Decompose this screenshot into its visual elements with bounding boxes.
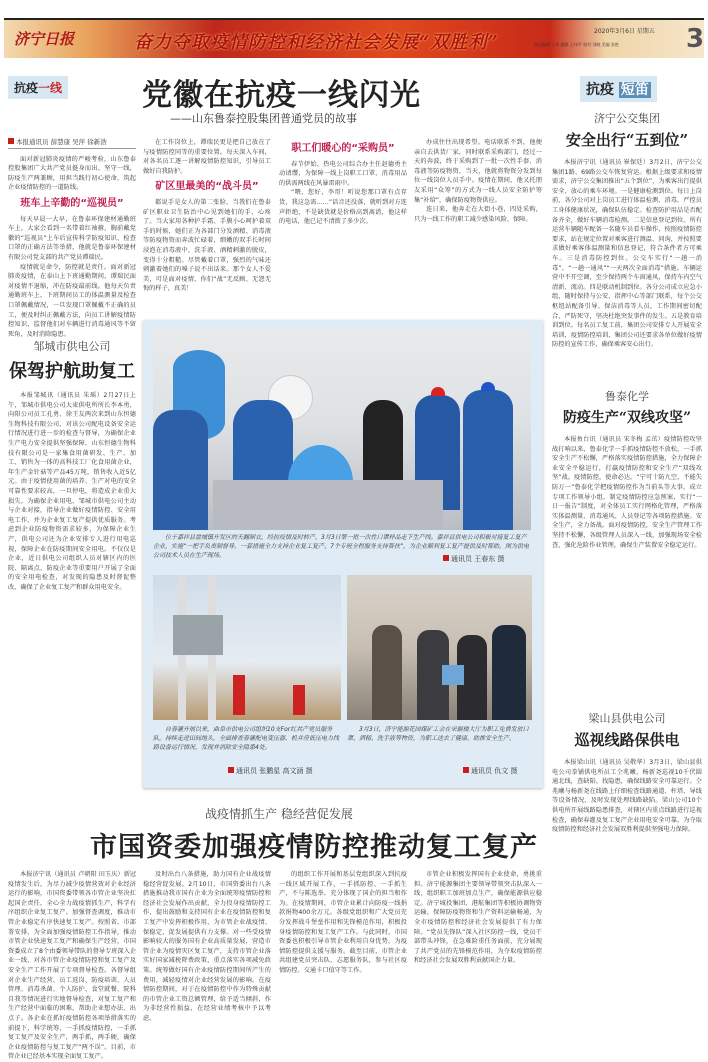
brief-kicker: 梁山县供电公司 <box>588 712 666 725</box>
article-kicker: 邹城市供电公司 <box>33 340 111 353</box>
section-subheading: 职工们暖心的“采购员” <box>291 143 395 154</box>
newspaper-logo: 济宁日报 <box>14 30 75 48</box>
brief-kicker: 鲁泰化学 <box>605 390 649 403</box>
article-column-4 <box>414 138 542 298</box>
article-zoucheng <box>8 338 136 788</box>
brief-body: 本报济宁讯（通讯员 崔保廷）3月2日，济宁公交集团1路、69路公交车恢复营运。根据上级要求和疫情需求，济宁公交集团推出“五个到位”，为乘客出行提供安全、放心的乘车环境。一是健康检测到位。每日上岗前，各分公司对上岗员工进行体温检测、消毒，严控员工身体健康状况，确保队伍稳定。检查防护用品是否配备齐全，做好车辆消毒检测。二是信息登记到位。所有运营车辆随车配备一名随车员看车操作，按照疫情防控要求，站在规定位置对乘客进行测温、问询，并按照要求做好乘客体温测量和信息登记，符合条件者方可乘车。三是消毒防控到位。公交车实行“一趟一消毒”、“一趟一通风”“一天两次全面消毒”措施。车辆运营中不开空调，至少保持两个车窗通风，保持车内空气清新、流动。四是联动机制到位。各分公司成立应急小组，随时保持与公安、指挥中心等部门联系，每个公交枢纽站配备引导、保洁消毒等人员，工作期间密切配合，严防死守，坚决杜绝突发事件的发生。五是教育培训到位。每名员工复工前，集团公司安排专人开展安全培训，疫情防控培训，集团公司还要求各单位做好疫情防控的宣传工作，确保乘客安心出行。 <box>552 159 702 349</box>
worker <box>233 675 245 715</box>
section-subheading: 矿区里最美的“战斗员” <box>155 181 259 193</box>
section-tag-frontline <box>8 76 68 99</box>
section-subheading: 班车上辛勤的“巡视员” <box>20 197 124 209</box>
byline: 本报通讯员 薛慧康 吴萍 徐新浩 <box>8 138 136 149</box>
article-body: 本报邹城讯（通讯员 朱瑶）2月27日上午，邹城市供电公司大束供电所所长李本勇，向阳公司员工孔勇、徐王友两次来到山东恒德生物科技有限公司，对该公司配电设备安全运行情况进行进一步的检查与督导，为确保企业生产电力安全提供坚强保障。山东恒德生物科技有限公司是一家集食用菌研发、生产、加工、销售为一体的高科技工厂化食用菌企业，年生产金针菇等产品45万吨，销售收入近5亿元。由于疫情使用菌的培养、生产对电的安全可靠性要求较高，一旦停电，将造成企业重大损失。为确保企业用电，邹城市供电公司主动与企业对接，指导企业做好疫情防控、安全用电工作，并为企业复工复产提供优质服务。考虑到企业防疫物资需求较多，为保障企业生产，供电公司还为企业安排专人进行用电巡视，保障企业在防疫期间安全用电。不仅仅是企业，近日供电公司组织人员对辖区内的医院、隔离点、防疫企业等重要用户开展了全面的安全用电检查，对发现的隐患及时督促整改，确保了企业复工复产和群众用电安全。 <box>8 392 136 591</box>
photo-transformer <box>153 575 341 720</box>
editor-credits: 责任编辑 王伟 编辑 王伟平 校对 刘晓 美编 张艳 <box>534 42 619 47</box>
article-column-3 <box>279 138 407 298</box>
paragraph: 都说手是女人的第二张脸，当我们在鲁泰矿区职业卫生防治中心见到她们的手，心疼了。当大家用各种护手霜、手膜小心呵护着双手的时候，她们正为各部门分发酒精、消毒液等防疫物资而奔波忙碌着，细嫩的双手长时间浸泡在消毒液中，洗手液、酒精刺激的脱皮，变得十分粗糙。尽管戴着口罩，强烈的气味还刺激着她们的嗓子说不出话来。那个女人不爱美，可是面对疫情，你们“战”无反顾、无怨无悔的样子，真美！ <box>143 198 271 293</box>
article-column-1 <box>8 138 136 338</box>
page-number: 3 <box>686 24 705 54</box>
photo-caption: 3月3日，济宁能源花园煤矿工会在采掘楼大厅为职工免费发放口罩、酒精、洗手液等物资，为职工送去了健康，助推安全生产。 <box>347 726 529 742</box>
paragraph: 春节伊始，热电公司综合办主任赵德勇主动请缨，为保障一线上岗职工口罩、消毒用品的供需两线在风暴雷雨中。 <box>279 160 407 187</box>
paragraph: 在工作岗位上，谭瑞民更是把自己放在了与疫情防控同等的重要位置。每天深入车间，对各名员工逐一讲解疫情防控知识，引导员工做好自我防护。 <box>143 139 271 175</box>
worker-blue-helmet <box>463 390 513 530</box>
transformer <box>173 615 223 655</box>
tag-text-badge: 短笛 <box>620 82 649 98</box>
photo-caption: 位于嘉祥县盘城镇开发区的天翻制衣，经抗疫情及时转产，3月3日第一批一次性口罩样品走下生产线。嘉祥县供电公司积极对接复工复产企业，实施“一把手负责制督导，一套措施全力支持企业复工复产，7个专班全程服务支持帮扶”，为企业顺利复工复产提供及时帮助。图为供电公司技术人员在生产现场。 <box>153 534 530 559</box>
photo-credit: 通讯员 仇文 摄 <box>463 766 517 776</box>
masthead-banner <box>4 18 704 58</box>
tag-text: 抗疫 <box>586 82 614 98</box>
paragraph: “喂，您好，李哥！听说您那口罩有点存货，我这急需……”话音还没落，就听到对方连声拒绝，不是缺货就是价格高到离谱，他这样的电话，他已记不清拨了多少次。 <box>279 189 407 226</box>
mask-package <box>442 665 464 685</box>
bottom-column-4: 市管企业积极发挥国有企业使命，勇挑重担。济宁能源集团主要领导带领突击队深入一线，组织职工加班加点生产，确保能源供应稳定。济宁城投集团、港航集团等积极协调物资运输，保障防疫物资和生产资料运输畅通，为全市疫情防控和经济社会发展提供了有力保障。“党员先锋队”深入社区防控一线，党员干部带头冲锋，在急难险重任务面前，充分展现了共产党员的先锋模范作用，为夺取疫情防控和经济社会发展双胜利贡献国企力量。 <box>414 871 542 965</box>
paragraph: 面对新冠肺炎疫情的严峻考验，山东鲁泰控股集团广大共产党员挺身而出、坚守一线，防疫生产两兼顾，用担当践行初心使命，筑起企业疫情防控的一道防线。 <box>8 155 136 192</box>
paragraph: 每天早晨一大早，在鲁泰环保建材通勤班车上，大家会看到一名带着红袖箍，胸前戴党徽的“巡视员”上车后宣传科学防疫知识、检查口罩的正确方法等举措，他就是鲁泰环保建材有限公司党支部的共产党员谭瑞民。 <box>8 215 136 261</box>
worker <box>153 410 208 530</box>
tag-text: 抗疫 <box>14 81 39 95</box>
brief-lutai <box>552 388 702 698</box>
brief-kicker: 济宁公交集团 <box>594 112 660 125</box>
article-column-2 <box>143 138 271 298</box>
bottom-kicker: 战疫情抓生产 稳经营促发展 <box>205 807 353 821</box>
bottom-column-1: 本报济宁讯（通讯员 卢朝阳 田玉庆）新冠疫情发生后，为尽力减少疫情营效对企业经济运行的影响，市国资委带领各市管企业坚决扛起国企责任，全心全力战疫情抓生产，科学有序组织企业复工复产。加强督查调度，推动市管企业稳定有序快速复工复产。按照省、市部署安排，为全面加强疫情防控工作指导，推动市管企业快速复工复产和确保生产经营，市国资委成立了8个由委领导带队的督导专班深入企业一线，对各市管企业疫情防控和复工复产及安全生产工作开展了专项督导检查。各督导组对企业生产经营、员工返岗、防疫培训、人员管理、消毒杀菌、个人防护、食堂就餐、院科自我等情况进行实地督导检查，对复工复产和生产经营中面临的困难，帮助企业想办法、出点子。各企业在抓好疫情防控各项举措落实的前提下，科学统筹，一手抓疫情防控，一手抓复工复产及安全生产，两手抓，两手硬，确保企业疫情防控与复工复产“两不误”。目前，市管企业已经基本实现全面复工复产。 <box>8 871 136 1061</box>
brief-body: 本报梁山讯（通讯员 吴敬华）3月3日，梁山县供电公司拳铺供电所员工仝兆曦、杨新尧巡视10千伏圆通北线，查缺陷、找隐患，确保线路安全可靠运行。仝兆曦与杨新尧在线路上仔细检查线路通道、杆塔、导线等设备情况，及时发现处理线路缺陷。梁山公司10个供电所开展线路隐患排查，对辖区内重点线路进行巡视检查，确保春灌及复工复产企业用电安全可靠，为夺取疫情防控和经济社会发展双胜利提供坚强电力保障。 <box>552 759 702 834</box>
section-tag-notes <box>580 76 657 102</box>
person <box>372 625 402 720</box>
brief-headline: 巡视线路保供电 <box>574 731 680 749</box>
person <box>492 625 526 720</box>
brief-body: 本报鱼台讯（通讯员 宋冬梅 孟茁）疫情防控攻坚战打响以来，鲁泰化学一手抓疫情防控不放松，一手抓安全生产不松懈，严格落实疫情防控措施，全力保障企业安全平稳运行，打赢疫情防控和安全生产“双线攻坚”战。疫情防控，使命必达。“宁可十防九空，不能失防万一”鲁泰化学把疫情防控作为当前头等大事，成立专项工作领导小组，制定疫情防控应急预案，实行“一日一报告”制度，对全体员工实行网格化管理，严格落实体温测量、消毒通风、人员登记等各项防控措施。安全生产，全力备战。面对疫情防控，安全生产管理工作坚持不松懈，各级管理人员深入一线，加强现场安全检查，强化危险作业管理，确保生产装置安全稳定运行。 <box>552 436 702 549</box>
machine <box>213 480 443 530</box>
brief-headline: 安全出行“五到位” <box>565 131 689 149</box>
paragraph: 疫情就是命令，防控就是责任。面对新冠肺炎疫情，在泰山上下班通勤期间，谭瑞民面对疫情不退缩，冲在防疫最前线。他每天负责通勤班车上，下班期间员工的体温测量及检查口罩佩戴情况，一旦发现口罩佩戴不正确的员工，便及时纠正佩戴方法，向员工讲解疫情防控知识，监督他们对车辆进行消毒通风等不留死角，及时消除隐患。 <box>8 263 136 338</box>
issue-date: 2020年3月6日 星期五 <box>594 28 655 35</box>
photo-mask-distribution <box>347 575 532 720</box>
main-subheadline: ——山东鲁泰控股集团普通党员的故事 <box>170 112 357 125</box>
photo-mask-factory <box>153 330 531 530</box>
brief-bus <box>552 110 702 370</box>
bottom-column-2: 及时出台八条措施，助力国有企业战疫情稳经营促发展。2月10日，市国资委出台八条措施推动我市国有企业为全面统筹疫情防控和经济社会发展作出贡献，全力投身疫情防控工作，提出鼓励和支持国有企业在疫情防控和复工复产中发挥积极作用，为市管企业战疫情、保稳定、促发展提供有力支撑。对一些受疫情影响较大的服务国有企业高质量发展，营造市管企业为疫情灾区复工复产，支持市管企业落实好国家减税降费政策，重点落实各项减免政策。统筹做好国有企业疫情防控期间所产生的费用，减轻疫情对企业经营发展的影响。在疫情防控期间，对于在疫情防控中作为特殊贡献的市管企业工资总额管理，给予适当倾斜，作为非经营性损益，在经营业绩考核中予以考虑。 <box>143 871 271 1022</box>
photo-caption: 自春灌开展以来，曲阜市供电公司组织10支For红共产党员服务队，持续走进田间地头，全面排查春灌配电变压器、机井房低压电力线路设备运行情况，发现并消除安全隐患4处。 <box>153 726 340 751</box>
photo-credit: 通讯员 张鹏星 高文涵 摄 <box>228 766 313 776</box>
brief-liangshan <box>552 710 702 1035</box>
worker <box>293 685 305 715</box>
photo-panel <box>143 320 543 788</box>
paragraph: 连日来，他奔走在大街小巷，四处采购，只为一线工作的职工减少感染风险、保障。 <box>414 206 542 223</box>
main-headline: 党徽在抗疫一线闪光 <box>142 78 421 113</box>
tag-text-red: 一线 <box>38 81 63 95</box>
paragraph: 办成往往出现希望。电话联系不到，他便亲自去供货厂家，同时联系采购部门，经过一天的奔波，终于采购到了一批一次性手套、消毒液等防疫物资，当天，他就将物资分发到每位一线岗位人员手中。疫情在期间，他又托朋友采用“众筹”的方式为一线人员安全防护筹集“补给”，确保防疫物资供应。 <box>414 139 542 204</box>
photo-credit: 通讯员 王春东 摄 <box>443 554 504 564</box>
banner-slogan: 奋力夺取疫情防控和经济社会发展“双胜利” <box>134 32 499 53</box>
bottom-headline: 市国资委加强疫情防控推动复工复产 <box>90 832 538 863</box>
article-headline: 保驾护航助复工 <box>9 361 135 382</box>
brief-headline: 防疫生产“双线攻坚” <box>562 410 692 426</box>
bottom-column-3: 的组织工作开展和基层党组织深入到抗疫一线区域开展工作，一手抓防控、一手抓生产，不与陈选举，充分体现了国企的担当和作为。在疫情期间，市管企业累计向防疫一线捐款捐物400余万元。各级党组织和广大党员充分发挥战斗堡垒作用和先锋模范作用，积极投身疫情防控和复工复产工作。与此同时，市国资委也积极引导市管企业利用自身优势，为疫情防控提供支援与服务。截至目前，市管企业共组建党员突击队、志愿服务队，参与社区疫情防控、交通卡口值守等工作。 <box>279 871 407 974</box>
